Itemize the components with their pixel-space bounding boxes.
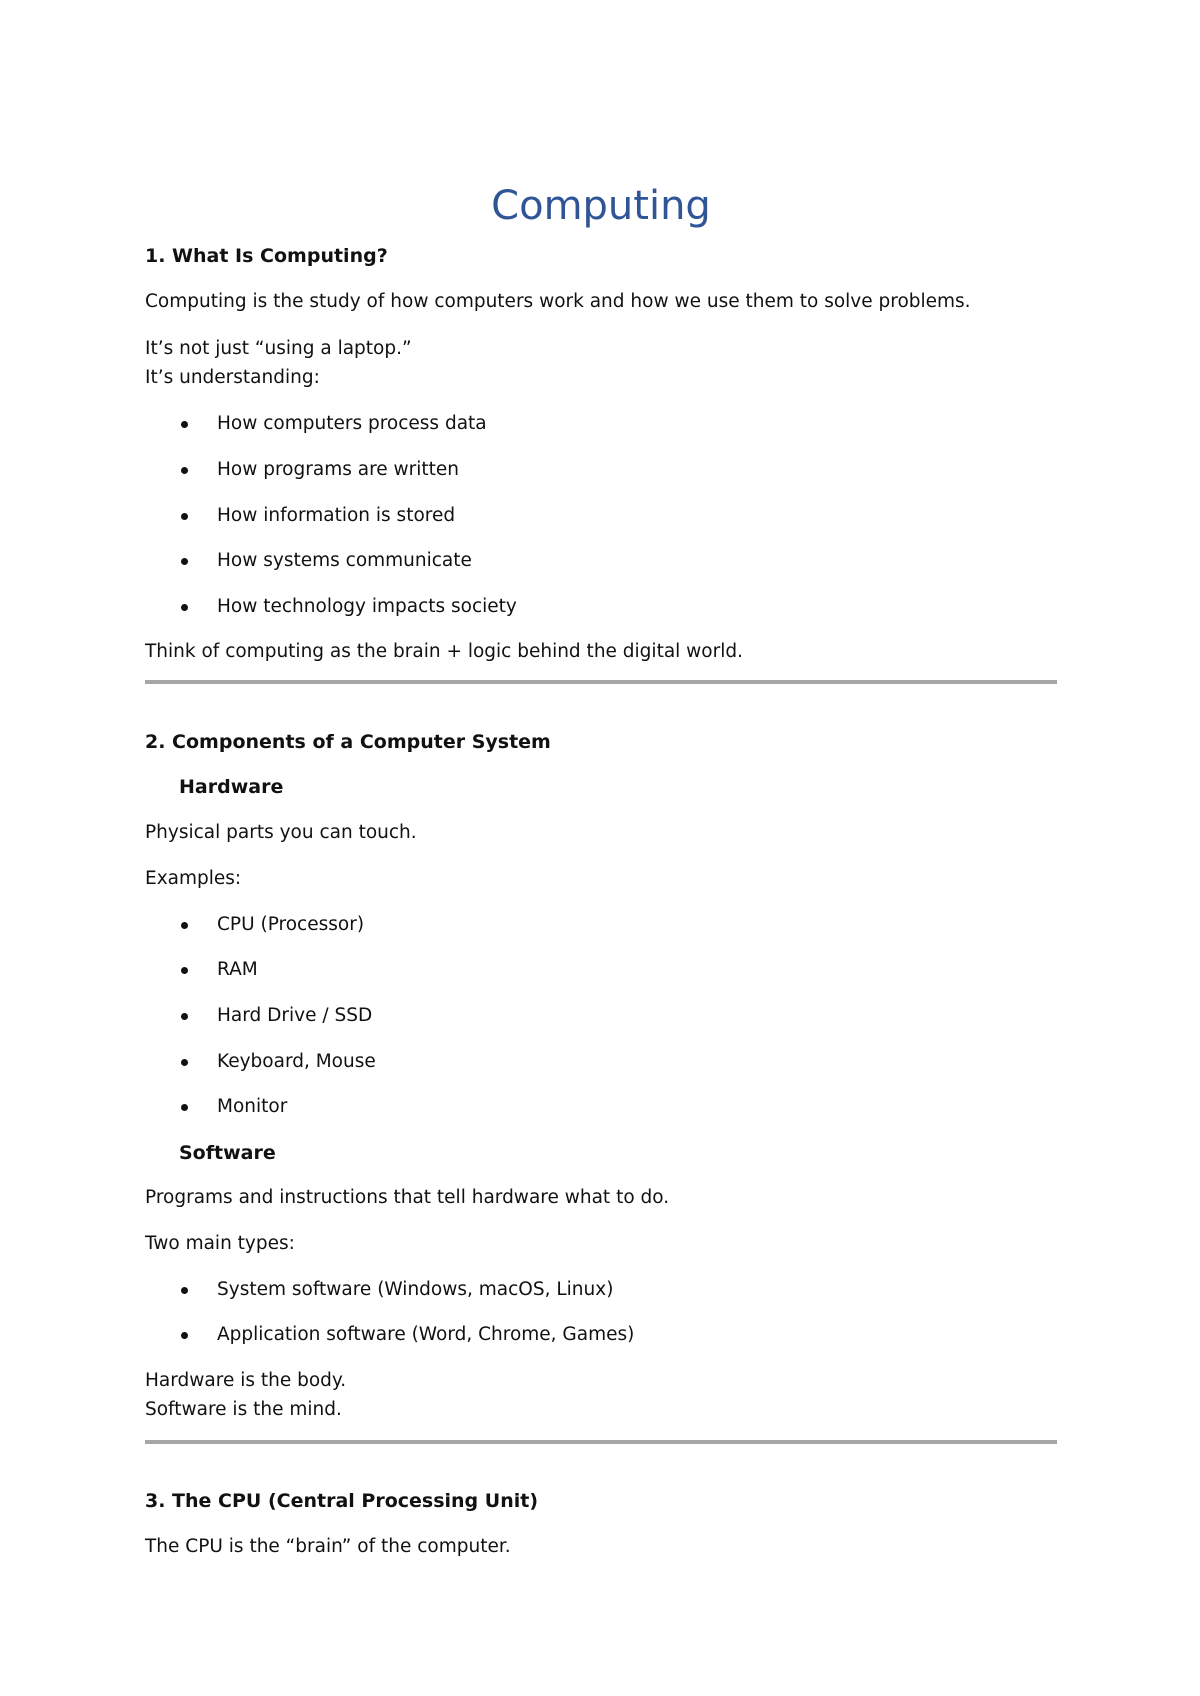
bullet-icon [181,604,188,611]
section-2-closing-b: Software is the mind. [145,1399,342,1420]
list-item-text: RAM [217,959,258,980]
section-divider [145,680,1057,684]
hardware-examples-label: Examples: [145,868,242,889]
hardware-description: Physical parts you can touch. [145,822,417,843]
software-types-label: Two main types: [145,1233,295,1254]
section-2-closing-a: Hardware is the body. [145,1370,347,1391]
software-description: Programs and instructions that tell hardware what to do. [145,1187,670,1208]
list-item-text: System software (Windows, macOS, Linux) [217,1279,614,1300]
section-1-closing: Think of computing as the brain + logic behind the digital world. [145,641,743,662]
bullet-icon [181,1332,188,1339]
bullet-icon [181,1013,188,1020]
bullet-icon [181,1059,188,1066]
list-item-text: How programs are written [217,459,460,480]
list-item-text: How information is stored [217,505,456,526]
section-1-line-b: It’s understanding: [145,367,320,388]
document-title: Computing [491,183,711,229]
bullet-icon [181,922,188,929]
section-3-heading: 3. The CPU (Central Processing Unit) [145,1490,538,1512]
list-item-text: Monitor [217,1096,288,1117]
section-divider [145,1440,1057,1444]
bullet-icon [181,558,188,565]
section-1-intro: Computing is the study of how computers work and how we use them to solve problems. [145,291,971,312]
bullet-icon [181,421,188,428]
list-item-text: Keyboard, Mouse [217,1051,376,1072]
bullet-icon [181,467,188,474]
section-1-heading: 1. What Is Computing? [145,245,388,267]
bullet-icon [181,967,188,974]
document-page [145,0,1057,1696]
section-3-intro: The CPU is the “brain” of the computer. [145,1536,511,1557]
software-subheading: Software [179,1142,276,1164]
section-1-line-a: It’s not just “using a laptop.” [145,338,412,359]
list-item-text: How systems communicate [217,550,472,571]
bullet-icon [181,1104,188,1111]
hardware-subheading: Hardware [179,776,284,798]
section-2-heading: 2. Components of a Computer System [145,731,551,753]
list-item-text: Hard Drive / SSD [217,1005,373,1026]
bullet-icon [181,513,188,520]
list-item-text: Application software (Word, Chrome, Games) [217,1324,635,1345]
list-item-text: How computers process data [217,413,487,434]
list-item-text: CPU (Processor) [217,914,365,935]
list-item-text: How technology impacts society [217,596,517,617]
bullet-icon [181,1287,188,1294]
